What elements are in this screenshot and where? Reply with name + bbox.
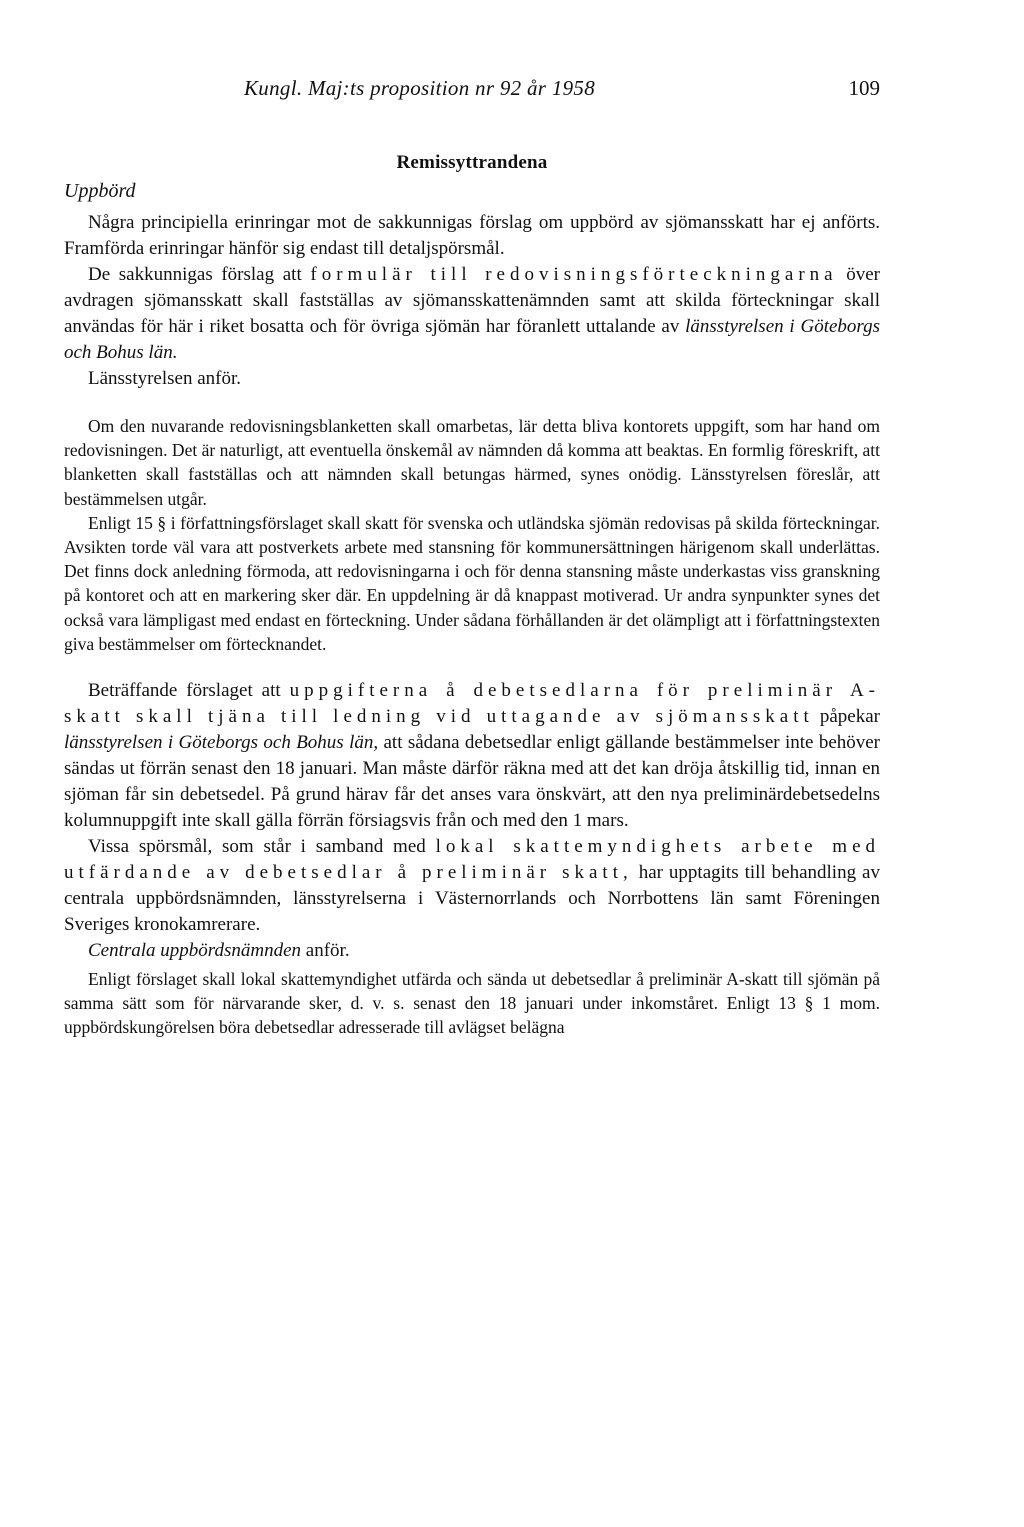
paragraph-2-body: över avdragen sjömansskatt skall fastställas av sjömansskattenämnden samt att skilda förteckningar skall användas för här i riket bosatta och för övriga sjömän har föranlett uttalande av xyxy=(64,264,881,337)
side-heading: Uppbörd xyxy=(64,180,136,202)
quote-paragraph-2: Enligt 15 § i författningsförslaget skall skatt för svenska och utländska sjömän redovisas på skilda förteckningar. Avsikten torde väl vara att postverkets arbete med stansning för kommunersättningen härigenom skall underlättas. Det finns dock anledning förmoda, att redovisningarna i och för denna stansning måste underkastas viss granskning på kontoret och att en markering sker där. En uppdelning är då knappast motiverad. Ur andra synpunkter synes det också vara lämpligast med endast en förteckning. Under sådana förhållanden är det olämpligt att i författningstexten giva bestämmelser om förtecknandet. xyxy=(64,512,880,654)
paragraph-6 xyxy=(64,938,880,964)
paragraph-2 xyxy=(64,262,880,366)
spaced-emphasis: lokal skattemyndighets arbete med utfärdande av debetsedlar å preliminär skatt, xyxy=(64,836,881,884)
paragraph-5-lead: Vissa spörsmål, som står i samband med xyxy=(88,836,436,858)
paragraph-5 xyxy=(64,834,880,938)
running-title: Kungl. Maj:ts proposition nr 92 år 1958 xyxy=(244,76,596,100)
authority-name: Centrala uppbördsnämnden xyxy=(88,940,302,962)
paragraph-6-body: anför. xyxy=(301,940,350,962)
page-number: 109 xyxy=(848,76,880,100)
section-heading: Remissyttrandena xyxy=(396,152,548,173)
spaced-emphasis: formulär till redovisningsförteckningarna xyxy=(310,264,838,285)
paragraph-1: Några principiella erinringar mot de sakkunnigas förslag om uppbörd av sjömansskatt har ej anförts. Framförda erinringar hänför sig endast till detaljspörsmål. xyxy=(64,212,880,259)
authority-name: länsstyrelsen i Göteborgs och Bohus län. xyxy=(64,316,880,363)
body-text xyxy=(64,210,880,1040)
paragraph-5-body: har upptagits till behandling av centrala uppbördsnämnden, länsstyrelserna i Västernorrlands och Norrbottens län samt Föreningen Sveriges kronokamrerare. xyxy=(64,862,880,936)
paragraph-4 xyxy=(64,678,880,834)
paragraph-4-verb: påpekar xyxy=(813,706,880,728)
paragraph-3: Länsstyrelsen anför. xyxy=(88,368,242,389)
quote-paragraph-3: Enligt förslaget skall lokal skattemyndighet utfärda och sända ut debetsedlar å preliminär A-skatt till sjömän på samma sätt som för närvarande sker, d. v. s. senast den 18 januari under inkomståret. Enligt 13 § 1 mom. uppbördskungörelsen böra debetsedlar adresserade till avlägset belägna xyxy=(64,969,880,1038)
paragraph-4-lead: Beträffande förslaget att xyxy=(88,680,290,702)
spaced-emphasis: uppgifterna å debetsedlarna för preliminär A-skatt skall tjäna till ledning vid uttagande av sjömansskatt xyxy=(64,680,880,728)
authority-name: länsstyrelsen i Göteborgs och Bohus län, xyxy=(64,732,379,754)
quote-paragraph-1: Om den nuvarande redovisningsblanketten skall omarbetas, lär detta bliva kontorets uppgift, som har hand om redovisningen. Det är naturligt, att eventuella önskemål av nämnden då komma att beaktas. En formlig föreskrift, att blanketten skall fastställas och att nämnden skall betungas härmed, synes onödig. Länsstyrelsen föreslår, att bestämmelsen utgår. xyxy=(64,416,880,509)
paragraph-4-body: att sådana debetsedlar enligt gällande bestämmelser inte behöver sändas ut förrän senast den 18 januari. Man måste därför räkna med att det kan dröja åtskillig tid, innan en sjöman får sin debetsedel. På grund härav får det anses vara önskvärt, att den nya preliminärdebetsedelns kolumnuppgift inte skall gälla förrän försiagsvis från och med den 1 mars. xyxy=(64,732,881,832)
paragraph-2-lead: De sakkunnigas förslag att xyxy=(88,264,311,285)
